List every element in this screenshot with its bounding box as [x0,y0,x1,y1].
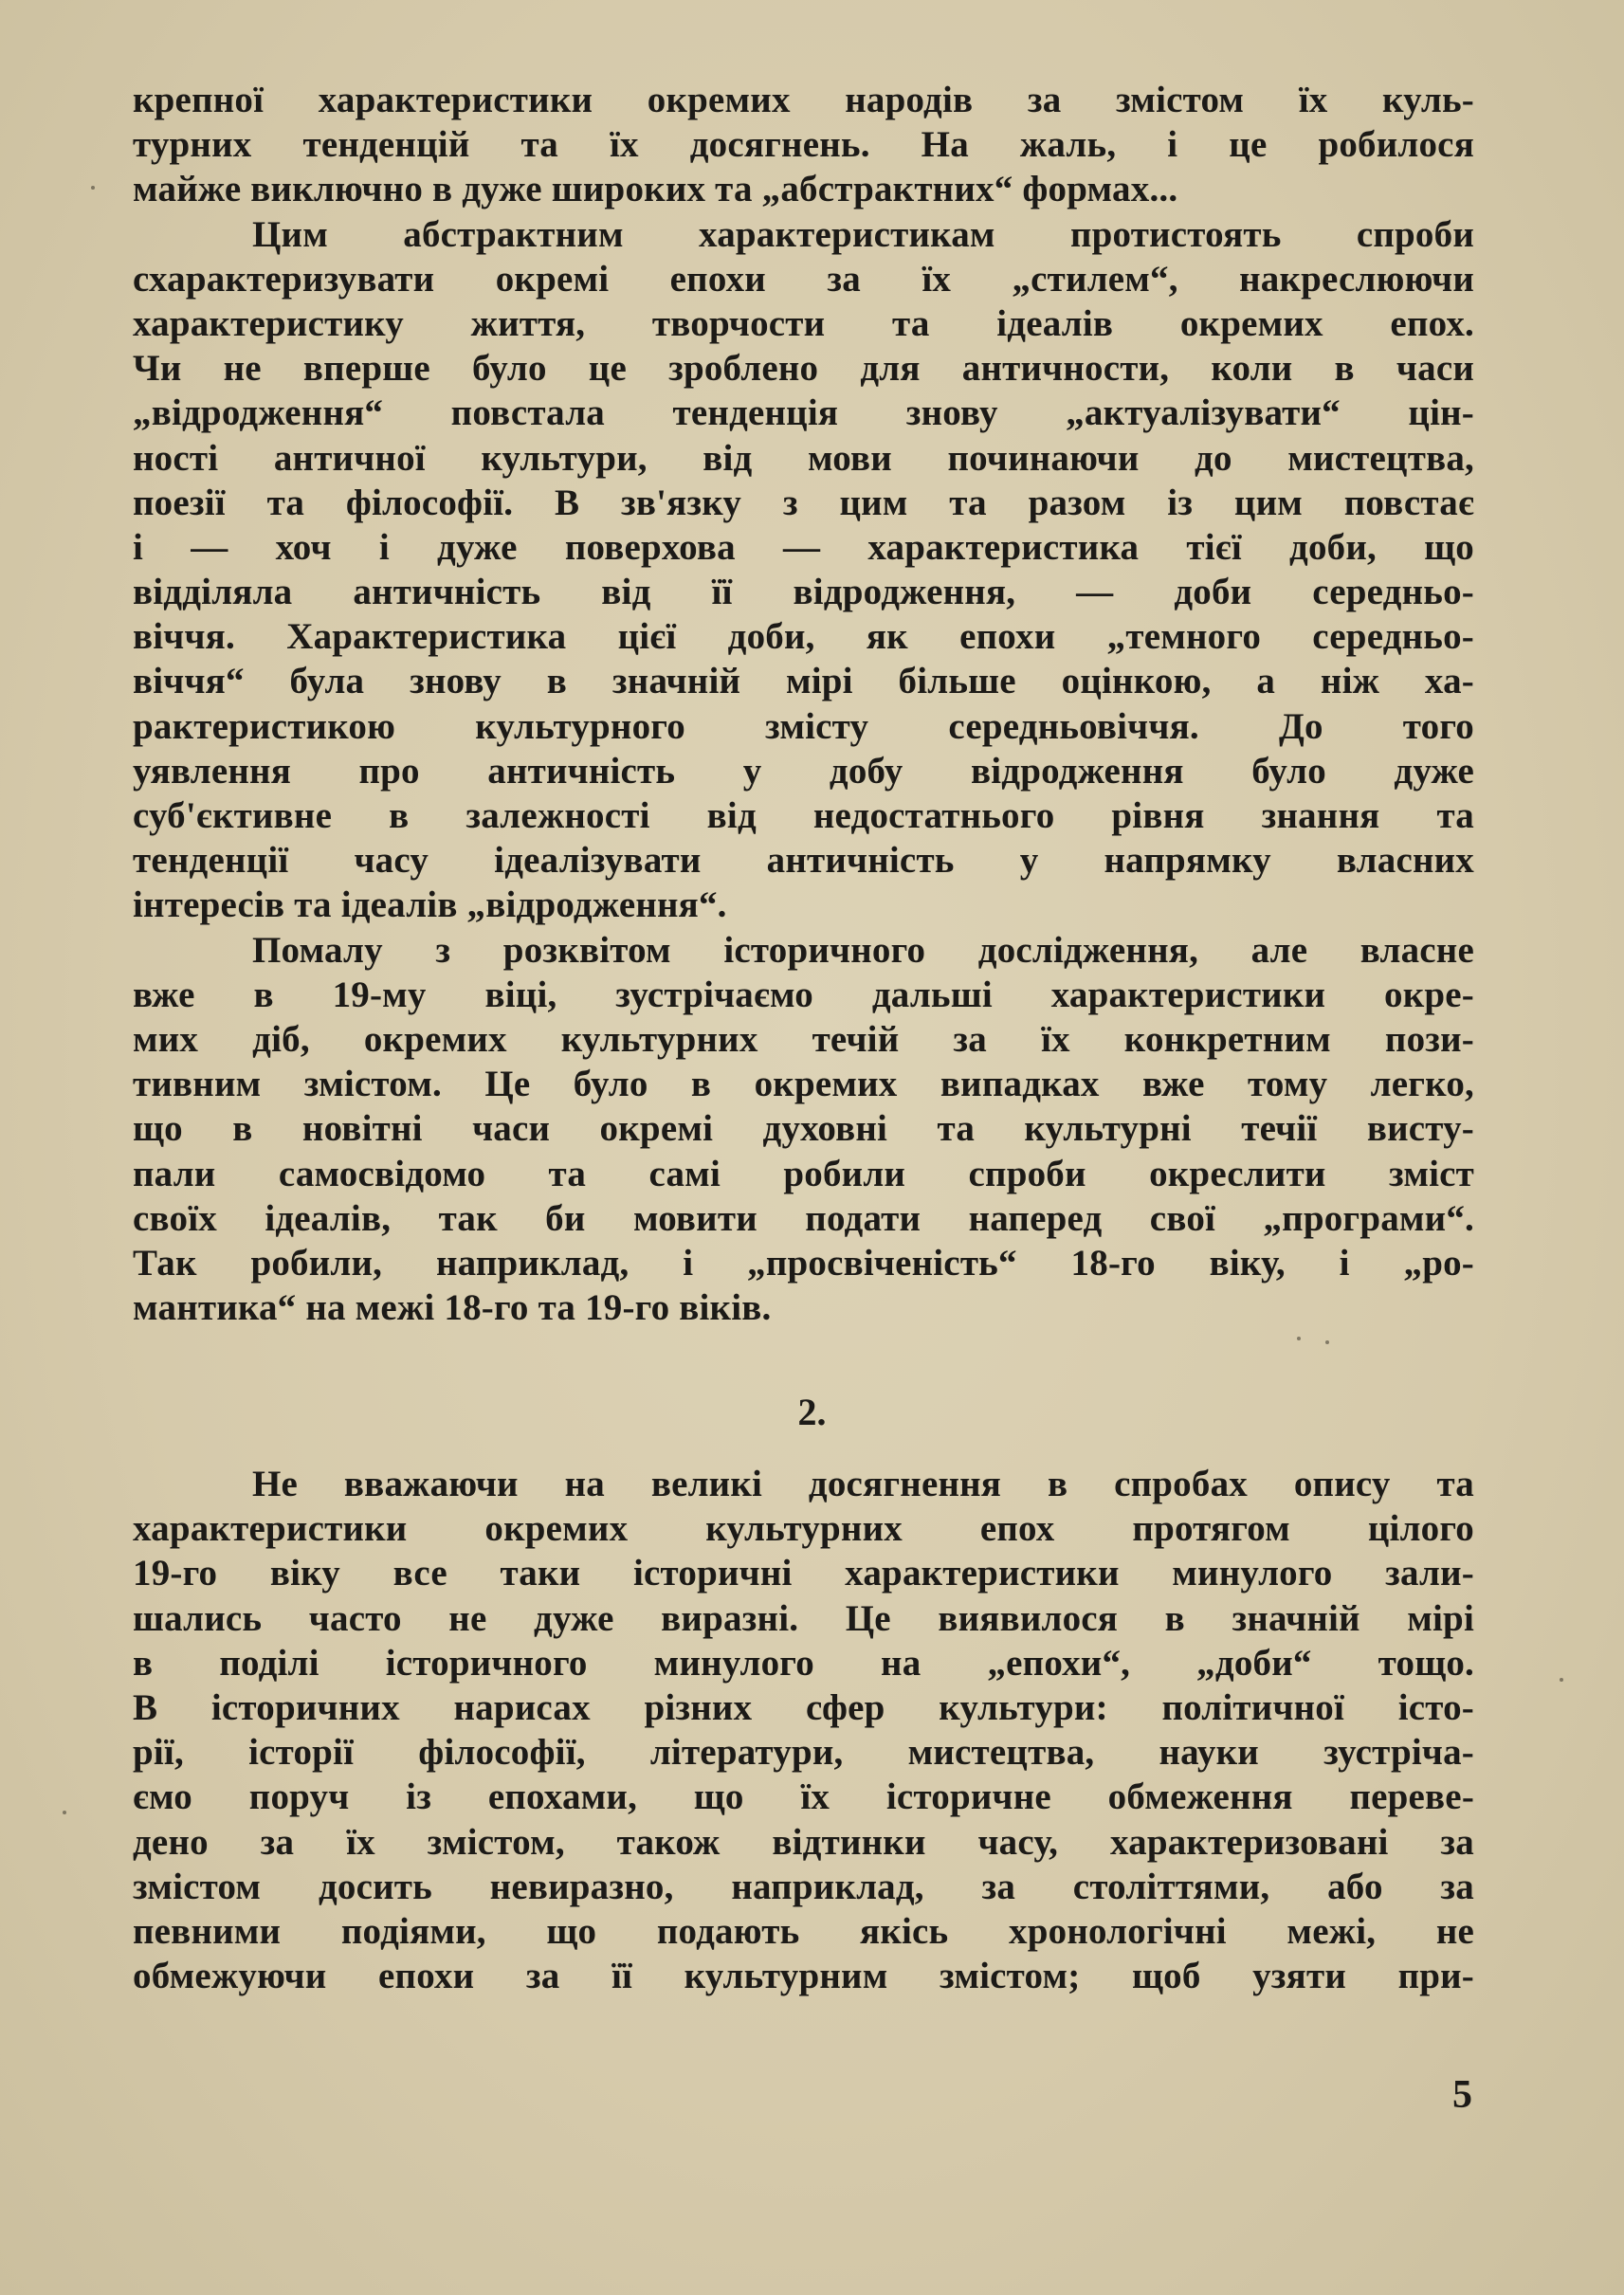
text-line: відділяла античність від її відродження, — доби середньо- [133,572,1474,613]
text-line: Так робили, наприклад, і „просвіченість“ 18-го віку, і „ро- [133,1242,1474,1284]
text-line: інтересів та ідеалів „відродження“. [133,884,727,926]
text-line: поезії та філософії. В зв'язку з цим та разом із цим повстає [133,482,1474,523]
text-line: що в новітні часи окремі духовні та культурні течії висту- [133,1108,1474,1150]
text-line: і — хоч і дуже поверхова — характеристика тієї доби, що [133,526,1474,568]
text-line: схарактеризувати окремі епохи за їх „стилем“, накреслюючи [133,258,1474,300]
text-line: „відродження“ повстала тенденція знову „актуалізувати“ цін- [133,392,1474,434]
text-line: дено за їх змістом, також відтинки часу, характеризовані за [133,1821,1474,1863]
text-line: Цим абстрактним характеристикам протистоять спроби [252,213,1474,255]
text-line: Помалу з розквітом історичного дослідження, але власне [252,929,1474,971]
paper-speck [1325,1340,1329,1344]
section-heading: 2. [797,1391,827,1433]
text-line: ності античної культури, від мови починаючи до мистецтва, [133,437,1474,479]
text-line: певними подіями, що подають якісь хронологічні межі, не [133,1910,1474,1952]
text-line: Не вважаючи на великі досягнення в спробах опису та [252,1464,1474,1504]
text-line: обмежуючи епохи за її культурним змістом; щоб узяти при- [133,1956,1474,1997]
text-line: уявлення про античність у добу відродження було дуже [133,750,1474,792]
text-line: ємо поруч із епохами, що їх історичне обмеження переве- [133,1776,1474,1818]
section-2-text [133,1462,1474,1998]
paper-speck [91,186,95,190]
text-line: віччя. Характеристика цієї доби, як епохи „темного середньо- [133,616,1474,658]
text-line: змістом досить невиразно, наприклад, за століттями, або за [133,1866,1474,1907]
paper-speck [63,1811,66,1814]
paper-speck [1560,1678,1563,1682]
text-line: віччя“ була знову в значній мірі більше оцінкою, а ніж ха- [133,661,1474,702]
text-line: характеристику життя, творчости та ідеалів окремих епох. [133,302,1474,344]
section-1-text [133,78,1474,1330]
text-line: пали самосвідомо та самі робили спроби окреслити зміст [133,1153,1474,1194]
text-line: в поділі історичного минулого на „епохи“, „доби“ тощо. [133,1642,1474,1684]
text-line: рактеристикою культурного змісту середньовіччя. До того [133,705,1474,747]
text-line: тивним змістом. Це було в окремих випадках вже тому легко, [133,1064,1474,1105]
text-line: тенденції часу ідеалізувати античність у напрямку власних [133,840,1474,882]
text-line: шались часто не дуже виразні. Це виявилося в значній мірі [133,1597,1474,1639]
text-line: мантика“ на межі 18-го та 19-го віків. [133,1287,772,1329]
paper-speck [1297,1337,1301,1340]
text-line: суб'єктивне в залежності від недостатнього рівня знання та [133,795,1474,836]
text-line: турних тенденцій та їх досягнень. На жаль, і це робилося [133,124,1474,166]
text-line: вже в 19-му віці, зустрічаємо дальші характеристики окре- [133,974,1474,1015]
text-line: Чи не вперше було це зроблено для античности, коли в часи [133,348,1474,390]
text-line: 19-го віку все таки історичні характеристики минулого зали- [133,1553,1474,1594]
text-line: характеристики окремих культурних епох протягом цілого [133,1508,1474,1550]
text-line: рії, історії філософії, літератури, мистецтва, науки зустріча- [133,1732,1474,1774]
text-line: мих діб, окремих культурних течій за їх конкретним пози- [133,1018,1474,1060]
text-line: своїх ідеалів, так би мовити подати наперед свої „програми“. [133,1197,1474,1239]
text-line: В історичних нарисах різних сфер культури: політичної істо- [133,1686,1474,1728]
page-number: 5 [1452,2073,1472,2117]
text-line: крепної характеристики окремих народів за змістом їх куль- [133,80,1474,120]
text-line: майже виключно в дуже широких та „абстрактних“ формах... [133,169,1178,210]
